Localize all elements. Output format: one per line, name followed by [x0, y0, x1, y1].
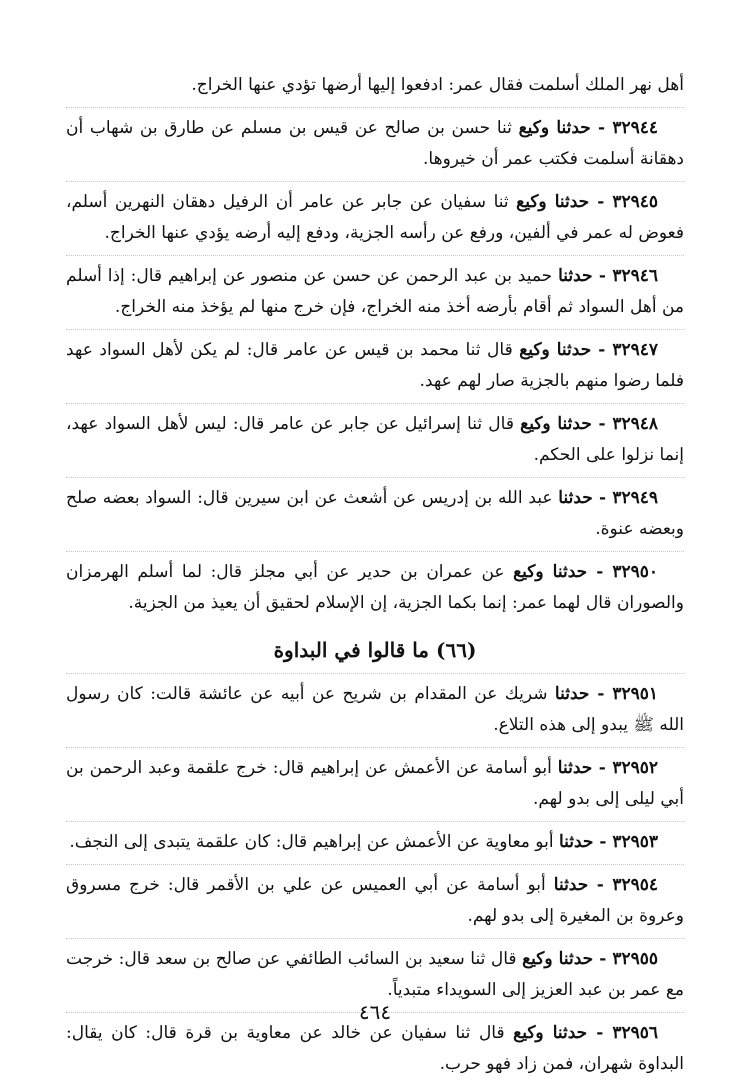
- hadith-number: ٣٢٩٥١: [612, 684, 658, 704]
- hadith-entry: ٣٢٩٥٢ - حدثنا أبو أسامة عن الأعمش عن إبراهيم قال: خرج علقمة وعبد الرحمن بن أبي ليلى إلى بدو لهم.: [66, 747, 684, 815]
- hadith-entry: ٣٢٩٥١ - حدثنا شريك عن المقدام بن شريح عن أبيه عن عائشة قالت: كان رسول الله ﷺ يبدو إلى هذه التلاع.: [66, 673, 684, 741]
- hadith-lead: حدثنا وكيع: [516, 192, 590, 212]
- hadith-lead: حدثنا: [558, 488, 593, 508]
- hadith-lead: حدثنا وكيع: [513, 1023, 588, 1043]
- hadith-text: عن عمران بن حدير عن أبي مجلز قال: لما أسلم الهرمزان والصوران قال لهما عمر: إنما بكما الجزية، إن الإسلام لحقيق أن يعيذ من الجزية.: [66, 562, 684, 613]
- hadith-entry: ٣٢٩٥٦ - حدثنا وكيع قال ثنا سفيان عن خالد عن معاوية بن قرة قال: كان يقال: البداوة شهران، فمن زاد فهو حرب.: [66, 1012, 684, 1080]
- hadith-number: ٣٢٩٥٤: [612, 875, 658, 895]
- hadith-entry: ٣٢٩٥٠ - حدثنا وكيع عن عمران بن حدير عن أبي مجلز قال: لما أسلم الهرمزان والصوران قال لهما عمر: إنما بكما الجزية، إن الإسلام لحقيق أن يعيذ من الجزية.: [66, 551, 684, 619]
- hadith-lead: حدثنا: [558, 832, 594, 852]
- hadith-lead: حدثنا: [553, 875, 589, 895]
- hadith-lead: حدثنا وكيع: [513, 562, 588, 582]
- continuation-text: أهل نهر الملك أسلمت فقال عمر: ادفعوا إليها أرضها تؤدي عنها الخراج.: [191, 75, 684, 95]
- hadith-entry: ٣٢٩٤٩ - حدثنا عبد الله بن إدريس عن أشعث عن ابن سيرين قال: السواد بعضه صلح وبعضه عنوة.: [66, 477, 684, 545]
- hadith-lead: حدثنا: [554, 684, 590, 704]
- hadith-text: ثنا سفيان عن جابر عن عامر أن الرفيل دهقان النهرين أسلم، فعوض له عمر في ألفين، ورفع عن رأسه الجزية، ودفع إليه أرضه يؤدي عنها الخراج.: [66, 192, 684, 243]
- hadith-text: ثنا حسن بن صالح عن قيس بن مسلم عن طارق بن شهاب أن دهقانة أسلمت فكتب عمر أن خيروها.: [66, 118, 684, 169]
- hadith-list-before: [66, 107, 684, 619]
- hadith-entry: ٣٢٩٤٧ - حدثنا وكيع قال ثنا محمد بن قيس عن عامر قال: لم يكن لأهل السواد عهد فلما رضوا منهم بالجزية صار لهم عهد.: [66, 329, 684, 397]
- hadith-entry: ٣٢٩٤٥ - حدثنا وكيع ثنا سفيان عن جابر عن عامر أن الرفيل دهقان النهرين أسلم، فعوض له عمر في ألفين، ورفع عن رأسه الجزية، ودفع إليه أرضه يؤدي عنها الخراج.: [66, 181, 684, 249]
- hadith-lead: حدثنا: [558, 266, 593, 286]
- hadith-number: ٣٢٩٤٥: [612, 192, 658, 212]
- hadith-number: ٣٢٩٤٧: [612, 340, 658, 360]
- hadith-number: ٣٢٩٤٨: [612, 414, 658, 434]
- hadith-entry: ٣٢٩٥٥ - حدثنا وكيع قال ثنا سعيد بن السائب الطائفي عن صالح بن سعد قال: خرجت مع عمر بن عبد العزيز إلى السويداء متبدياً.: [66, 938, 684, 1006]
- hadith-text: قال ثنا سفيان عن خالد عن معاوية بن قرة قال: كان يقال: البداوة شهران، فمن زاد فهو حرب.: [66, 1023, 684, 1074]
- hadith-text: حميد بن عبد الرحمن عن حسن عن منصور عن إبراهيم قال: إذا أسلم من أهل السواد ثم أقام بأرضه أخذ منه الخراج، فإن خرج منها لم يؤخذ منه الخراج.: [66, 266, 684, 317]
- hadith-entry: ٣٢٩٤٤ - حدثنا وكيع ثنا حسن بن صالح عن قيس بن مسلم عن طارق بن شهاب أن دهقانة أسلمت فكتب عمر أن خيروها.: [66, 107, 684, 175]
- hadith-number: ٣٢٩٤٤: [612, 118, 658, 138]
- hadith-number: ٣٢٩٤٦: [612, 266, 658, 286]
- hadith-text: عبد الله بن إدريس عن أشعث عن ابن سيرين قال: السواد بعضه صلح وبعضه عنوة.: [66, 488, 684, 539]
- hadith-entry: ٣٢٩٤٦ - حدثنا حميد بن عبد الرحمن عن حسن عن منصور عن إبراهيم قال: إذا أسلم من أهل السواد ثم أقام بأرضه أخذ منه الخراج، فإن خرج منها لم يؤخذ منه الخراج.: [66, 255, 684, 323]
- hadith-text: أبو أسامة عن أبي العميس عن علي بن الأقمر قال: خرج مسروق وعروة بن المغيرة إلى بدو لهم.: [66, 875, 684, 926]
- hadith-lead: حدثنا: [557, 758, 593, 778]
- hadith-lead: حدثنا وكيع: [520, 414, 592, 434]
- hadith-lead: حدثنا وكيع: [519, 340, 592, 360]
- hadith-number: ٣٢٩٤٩: [612, 488, 658, 508]
- chapter-heading: (٦٦) ما قالوا في البداوة: [273, 638, 477, 662]
- hadith-entry: ٣٢٩٥٤ - حدثنا أبو أسامة عن أبي العميس عن علي بن الأقمر قال: خرج مسروق وعروة بن المغيرة إلى بدو لهم.: [66, 864, 684, 932]
- hadith-number: ٣٢٩٥٠: [612, 562, 658, 582]
- page-text-block: [66, 70, 684, 1080]
- continuation-paragraph: [66, 70, 684, 101]
- hadith-text: أبو معاوية عن الأعمش عن إبراهيم قال: كان علقمة يتبدى إلى النجف.: [69, 832, 554, 852]
- hadith-text: أبو أسامة عن الأعمش عن إبراهيم قال: خرج علقمة وعبد الرحمن بن أبي ليلى إلى بدو لهم.: [66, 758, 684, 809]
- hadith-entry: ٣٢٩٥٣ - حدثنا أبو معاوية عن الأعمش عن إبراهيم قال: كان علقمة يتبدى إلى النجف.: [66, 821, 684, 858]
- hadith-text: قال ثنا سعيد بن السائب الطائفي عن صالح بن سعد قال: خرجت مع عمر بن عبد العزيز إلى السويداء متبدياً.: [66, 949, 684, 1000]
- hadith-text: قال ثنا إسرائيل عن جابر عن عامر قال: ليس لأهل السواد عهد، إنما نزلوا على الحكم.: [66, 414, 684, 465]
- hadith-text: شريك عن المقدام بن شريح عن أبيه عن عائشة قالت: كان رسول الله ﷺ يبدو إلى هذه التلاع.: [66, 684, 684, 735]
- hadith-lead: حدثنا وكيع: [518, 118, 591, 138]
- hadith-lead: حدثنا وكيع: [522, 949, 594, 969]
- hadith-number: ٣٢٩٥٥: [612, 949, 658, 969]
- hadith-number: ٣٢٩٥٦: [612, 1023, 658, 1043]
- hadith-number: ٣٢٩٥٣: [612, 832, 658, 852]
- page-number: ٤٦٤: [358, 1000, 392, 1024]
- hadith-entry: ٣٢٩٤٨ - حدثنا وكيع قال ثنا إسرائيل عن جابر عن عامر قال: ليس لأهل السواد عهد، إنما نزلوا على الحكم.: [66, 403, 684, 471]
- hadith-number: ٣٢٩٥٢: [612, 758, 658, 778]
- hadith-text: قال ثنا محمد بن قيس عن عامر قال: لم يكن لأهل السواد عهد فلما رضوا منهم بالجزية صار لهم عهد.: [66, 340, 684, 391]
